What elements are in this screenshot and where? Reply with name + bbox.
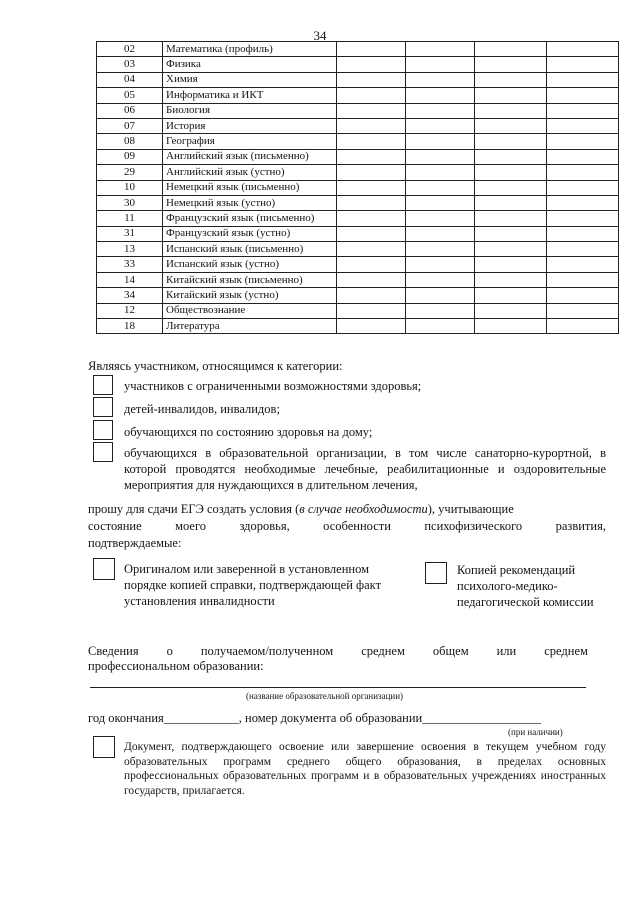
subject-mark-cell[interactable]: [337, 242, 406, 257]
education-word: или: [496, 644, 517, 658]
subject-mark-cell[interactable]: [406, 88, 475, 103]
subject-mark-cell[interactable]: [406, 242, 475, 257]
subject-code: 07: [97, 118, 163, 133]
subject-name: Французский язык (устно): [163, 226, 337, 241]
subject-mark-cell[interactable]: [406, 303, 475, 318]
subject-row: [97, 195, 619, 210]
subject-mark-cell[interactable]: [337, 272, 406, 287]
subject-row: [97, 288, 619, 303]
subject-code: 13: [97, 242, 163, 257]
subject-code: 18: [97, 319, 163, 334]
subject-mark-cell[interactable]: [406, 103, 475, 118]
subject-row: [97, 118, 619, 133]
subject-name: Химия: [163, 72, 337, 87]
subject-row: [97, 226, 619, 241]
subject-name: Информатика и ИКТ: [163, 88, 337, 103]
subject-mark-cell[interactable]: [337, 195, 406, 210]
subject-mark-cell[interactable]: [406, 272, 475, 287]
subject-mark-cell[interactable]: [547, 180, 619, 195]
subject-mark-cell[interactable]: [337, 72, 406, 87]
subject-row: [97, 272, 619, 287]
subject-mark-cell[interactable]: [475, 42, 547, 57]
subject-name: Литература: [163, 319, 337, 334]
subject-mark-cell[interactable]: [547, 149, 619, 164]
document-number-field[interactable]: ___________________: [422, 711, 541, 725]
subject-mark-cell[interactable]: [547, 257, 619, 272]
attachment-checkbox[interactable]: [93, 736, 115, 758]
subject-row: [97, 165, 619, 180]
subject-row: [97, 242, 619, 257]
subject-mark-cell[interactable]: [406, 211, 475, 226]
subject-mark-cell[interactable]: [547, 118, 619, 133]
subject-row: [97, 57, 619, 72]
subject-code: 05: [97, 88, 163, 103]
subject-mark-cell[interactable]: [406, 257, 475, 272]
graduation-line: [88, 710, 541, 726]
education-line-1: [88, 643, 588, 659]
graduation-year-label: год окончания: [88, 711, 164, 725]
subjects-table: [96, 41, 619, 334]
subject-name: Французский язык (письменно): [163, 211, 337, 226]
subject-row: [97, 211, 619, 226]
subject-mark-cell[interactable]: [337, 288, 406, 303]
category-checkbox-4[interactable]: [93, 442, 113, 462]
subject-name: Английский язык (устно): [163, 165, 337, 180]
request-word: моего: [175, 519, 207, 533]
document-number-caption: (при наличии): [508, 727, 563, 737]
subject-name: Обществознание: [163, 303, 337, 318]
subject-mark-cell[interactable]: [337, 134, 406, 149]
subject-mark-cell[interactable]: [406, 180, 475, 195]
subject-row: [97, 149, 619, 164]
subject-mark-cell[interactable]: [475, 272, 547, 287]
category-checkbox-3[interactable]: [93, 420, 113, 440]
subject-name: Китайский язык (письменно): [163, 272, 337, 287]
attachment-text: Документ, подтверждающего освоение или завершение освоения в текущем учебном году образовательных программ среднего общего образования, в пределах основных профессиональных образовательных программ и в образовательных учреждениях иностранных государств, прилагается.: [124, 741, 606, 797]
subject-name: Немецкий язык (письменно): [163, 180, 337, 195]
subject-mark-cell[interactable]: [547, 211, 619, 226]
subject-mark-cell[interactable]: [475, 180, 547, 195]
document-number-label: , номер документа об образовании: [238, 711, 423, 725]
subject-mark-cell[interactable]: [337, 103, 406, 118]
subject-mark-cell[interactable]: [475, 211, 547, 226]
subject-mark-cell[interactable]: [475, 242, 547, 257]
request-line-2: [88, 518, 606, 534]
request-word: психофизического: [424, 519, 523, 533]
graduation-year-field[interactable]: ____________: [163, 711, 239, 725]
subject-mark-cell[interactable]: [547, 272, 619, 287]
subject-mark-cell[interactable]: [547, 226, 619, 241]
subject-mark-cell[interactable]: [475, 303, 547, 318]
category-option-4: обучающихся в образовательной организации, в том числе санаторно-курортной, в которой проводятся необходимые лечебные, реабилитационные и оздоровительные мероприятия для нуждающихся в длительном лечения,: [124, 446, 606, 492]
subject-code: 03: [97, 57, 163, 72]
subject-code: 34: [97, 288, 163, 303]
confirm-option-pmpk: Копией рекомендаций психолого-медико-педагогической комиссии: [457, 563, 594, 609]
subject-code: 08: [97, 134, 163, 149]
subject-mark-cell[interactable]: [547, 319, 619, 334]
subject-mark-cell[interactable]: [406, 57, 475, 72]
subject-mark-cell[interactable]: [406, 319, 475, 334]
subject-mark-cell[interactable]: [475, 149, 547, 164]
subject-code: 33: [97, 257, 163, 272]
subject-mark-cell[interactable]: [547, 103, 619, 118]
subject-name: Английский язык (письменно): [163, 149, 337, 164]
request-line-3: подтверждаемые:: [88, 536, 182, 550]
education-word: получаемом/полученном: [200, 644, 334, 658]
subject-mark-cell[interactable]: [547, 88, 619, 103]
category-checkbox-1[interactable]: [93, 375, 113, 395]
subject-row: [97, 303, 619, 318]
subject-mark-cell[interactable]: [475, 195, 547, 210]
subject-row: [97, 42, 619, 57]
category-option-2: детей-инвалидов, инвалидов;: [124, 402, 280, 416]
subject-mark-cell[interactable]: [337, 88, 406, 103]
request-word: состояние: [88, 519, 142, 533]
subject-row: [97, 134, 619, 149]
subject-name: Немецкий язык (устно): [163, 195, 337, 210]
subject-mark-cell[interactable]: [337, 257, 406, 272]
subject-name: Китайский язык (устно): [163, 288, 337, 303]
subject-name: Биология: [163, 103, 337, 118]
subject-mark-cell[interactable]: [337, 180, 406, 195]
subject-mark-cell[interactable]: [547, 288, 619, 303]
subject-mark-cell[interactable]: [337, 226, 406, 241]
subject-mark-cell[interactable]: [406, 134, 475, 149]
subject-name: Испанский язык (письменно): [163, 242, 337, 257]
request-line-1: [88, 501, 606, 517]
subject-mark-cell[interactable]: [547, 195, 619, 210]
subject-mark-cell[interactable]: [406, 149, 475, 164]
subject-code: 31: [97, 226, 163, 241]
subject-mark-cell[interactable]: [475, 134, 547, 149]
request-text: прошу для сдачи ЕГЭ создать условия (в случае необходимости), учитывающие: [88, 502, 514, 516]
subject-mark-cell[interactable]: [475, 165, 547, 180]
subject-mark-cell[interactable]: [547, 42, 619, 57]
subject-mark-cell[interactable]: [547, 72, 619, 87]
subject-code: 04: [97, 72, 163, 87]
category-checkbox-2[interactable]: [93, 397, 113, 417]
page-number: 34: [313, 28, 327, 43]
subject-mark-cell[interactable]: [475, 288, 547, 303]
subject-mark-cell[interactable]: [475, 88, 547, 103]
subject-code: 12: [97, 303, 163, 318]
subject-mark-cell[interactable]: [475, 226, 547, 241]
subject-mark-cell[interactable]: [337, 42, 406, 57]
subject-mark-cell[interactable]: [406, 226, 475, 241]
education-word: Сведения: [88, 644, 139, 658]
subject-row: [97, 103, 619, 118]
subject-code: 02: [97, 42, 163, 57]
subject-mark-cell[interactable]: [406, 42, 475, 57]
subject-mark-cell[interactable]: [406, 118, 475, 133]
subject-code: 09: [97, 149, 163, 164]
subject-mark-cell[interactable]: [475, 319, 547, 334]
subject-mark-cell[interactable]: [337, 118, 406, 133]
subject-mark-cell[interactable]: [337, 319, 406, 334]
subject-mark-cell[interactable]: [406, 165, 475, 180]
subject-code: 14: [97, 272, 163, 287]
subject-mark-cell[interactable]: [406, 288, 475, 303]
org-name-caption: (название образовательной организации): [246, 691, 404, 701]
subject-name: Математика (профиль): [163, 42, 337, 57]
confirm-option-certificate: Оригиналом или заверенной в установленном порядке копией справки, подтверждающей факт установления инвалидности: [124, 562, 382, 608]
education-word: о: [166, 644, 173, 658]
education-line-2: профессиональном образовании:: [88, 659, 264, 673]
subject-name: География: [163, 134, 337, 149]
subject-mark-cell[interactable]: [475, 257, 547, 272]
education-word: среднем: [361, 644, 405, 658]
subject-mark-cell[interactable]: [406, 72, 475, 87]
subject-name: Физика: [163, 57, 337, 72]
subject-row: [97, 180, 619, 195]
subject-code: 06: [97, 103, 163, 118]
subject-code: 11: [97, 211, 163, 226]
request-word: особенности: [323, 519, 391, 533]
subject-mark-cell[interactable]: [547, 57, 619, 72]
subject-mark-cell[interactable]: [337, 303, 406, 318]
subject-mark-cell[interactable]: [547, 303, 619, 318]
subject-mark-cell[interactable]: [337, 211, 406, 226]
request-word: развития,: [555, 519, 606, 533]
subject-row: [97, 72, 619, 87]
request-word: здоровья,: [239, 519, 290, 533]
subject-mark-cell[interactable]: [337, 165, 406, 180]
subject-mark-cell[interactable]: [475, 118, 547, 133]
confirm-checkbox-pmpk[interactable]: [425, 562, 447, 584]
subject-name: История: [163, 118, 337, 133]
education-word: общем: [432, 644, 469, 658]
subject-mark-cell[interactable]: [475, 72, 547, 87]
subject-name: Испанский язык (устно): [163, 257, 337, 272]
category-option-1: участников с ограниченными возможностями здоровья;: [124, 379, 422, 393]
category-intro: Являясь участником, относящимся к категории:: [88, 359, 343, 373]
subject-mark-cell[interactable]: [475, 103, 547, 118]
subject-mark-cell[interactable]: [337, 57, 406, 72]
subject-mark-cell[interactable]: [337, 149, 406, 164]
education-word: среднем: [544, 644, 588, 658]
subject-code: 29: [97, 165, 163, 180]
subject-code: 10: [97, 180, 163, 195]
subject-mark-cell[interactable]: [475, 57, 547, 72]
subject-row: [97, 88, 619, 103]
subject-mark-cell[interactable]: [547, 165, 619, 180]
category-option-3: обучающихся по состоянию здоровья на дому;: [124, 425, 373, 439]
subject-row: [97, 319, 619, 334]
subject-mark-cell[interactable]: [547, 134, 619, 149]
org-name-line[interactable]: [90, 687, 586, 688]
confirm-checkbox-certificate[interactable]: [93, 558, 115, 580]
subject-row: [97, 257, 619, 272]
subject-code: 30: [97, 195, 163, 210]
subject-mark-cell[interactable]: [406, 195, 475, 210]
subject-mark-cell[interactable]: [547, 242, 619, 257]
